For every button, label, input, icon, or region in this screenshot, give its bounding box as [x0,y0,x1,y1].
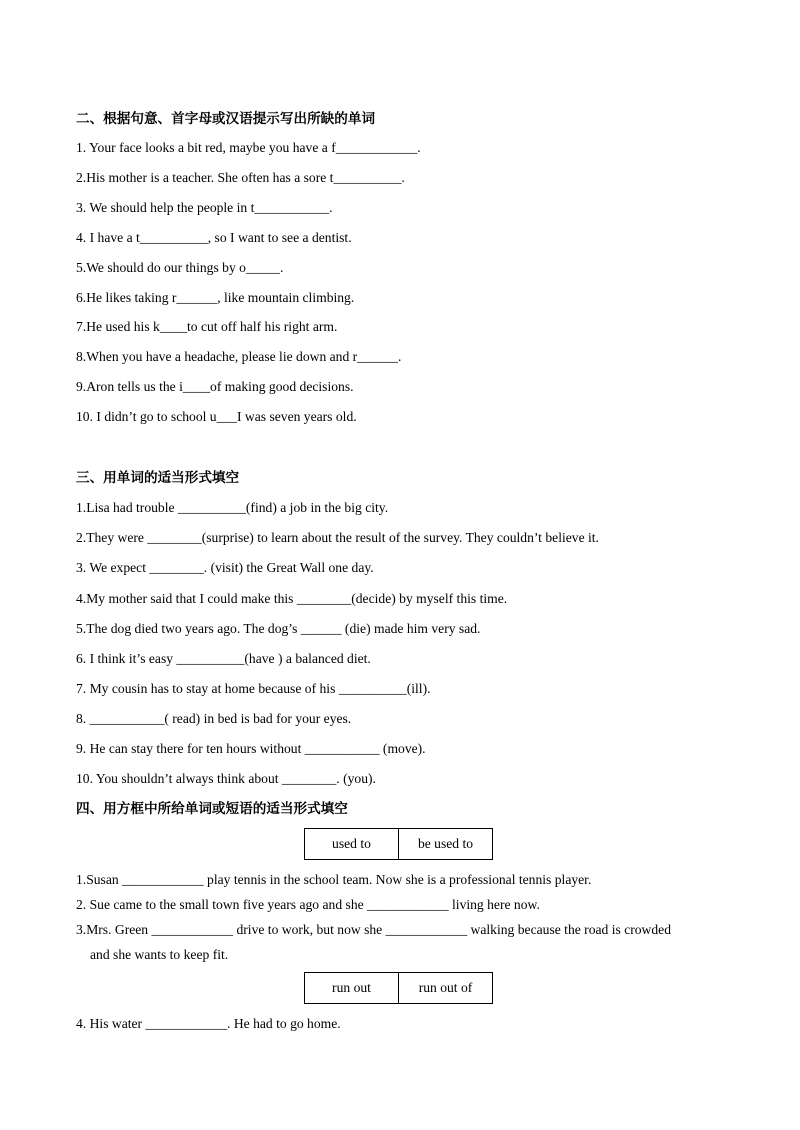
question-line: 3.Mrs. Green ____________ drive to work, but now she ____________ walking because the road is crowded [76,922,671,937]
question-line-continuation: and she wants to keep fit. [90,947,229,962]
word-box-2 [304,972,493,1004]
question-line: 8.When you have a headache, please lie down and r______. [76,349,402,364]
question-line: 7. My cousin has to stay at home because of his __________(ill). [76,681,431,696]
word-box-cell: used to [305,829,399,860]
question-line: 4.My mother said that I could make this ________(decide) by myself this time. [76,591,508,606]
question-line: 1.Susan ____________ play tennis in the school team. Now she is a professional tennis player. [76,872,592,887]
question-line: 6.He likes taking r______, like mountain climbing. [76,290,355,305]
question-line: 8. ___________( read) in bed is bad for your eyes. [76,711,352,726]
word-box-cell: run out of [399,973,493,1004]
question-line: 2. Sue came to the small town five years ago and she ____________ living here now. [76,897,540,912]
question-line: 4. His water ____________. He had to go home. [76,1016,341,1031]
question-line: 1.Lisa had trouble __________(find) a job in the big city. [76,500,389,515]
question-line: 4. I have a t__________, so I want to see a dentist. [76,230,352,245]
question-line: 9.Aron tells us the i____of making good decisions. [76,379,354,394]
question-line: 10. You shouldn’t always think about ________. (you). [76,771,376,786]
question-line: 9. He can stay there for ten hours without ___________ (move). [76,741,426,756]
word-box-1 [304,828,493,860]
word-box-cell: run out [305,973,399,1004]
question-line: 7.He used his k____to cut off half his right arm. [76,319,338,334]
word-box-cell: be used to [399,829,493,860]
question-line: 5.The dog died two years ago. The dog’s ______ (die) made him very sad. [76,621,481,636]
question-line: 2.They were ________(surprise) to learn about the result of the survey. They couldn’t believe it. [76,530,599,545]
question-line: 2.His mother is a teacher. She often has a sore t__________. [76,170,405,185]
question-line: 10. I didn’t go to school u___I was seven years old. [76,409,357,424]
section-2-heading: 二、根据句意、首字母或汉语提示写出所缺的单词 [76,111,376,127]
question-line: 5.We should do our things by o_____. [76,260,284,275]
section-4-heading: 四、用方框中所给单词或短语的适当形式填空 [76,801,348,817]
question-line: 3. We expect ________. (visit) the Great Wall one day. [76,560,374,575]
question-line: 3. We should help the people in t___________. [76,200,333,215]
question-line: 1. Your face looks a bit red, maybe you have a f____________. [76,140,421,155]
question-line: 6. I think it’s easy __________(have ) a balanced diet. [76,651,371,666]
section-3-heading: 三、用单词的适当形式填空 [76,470,240,486]
